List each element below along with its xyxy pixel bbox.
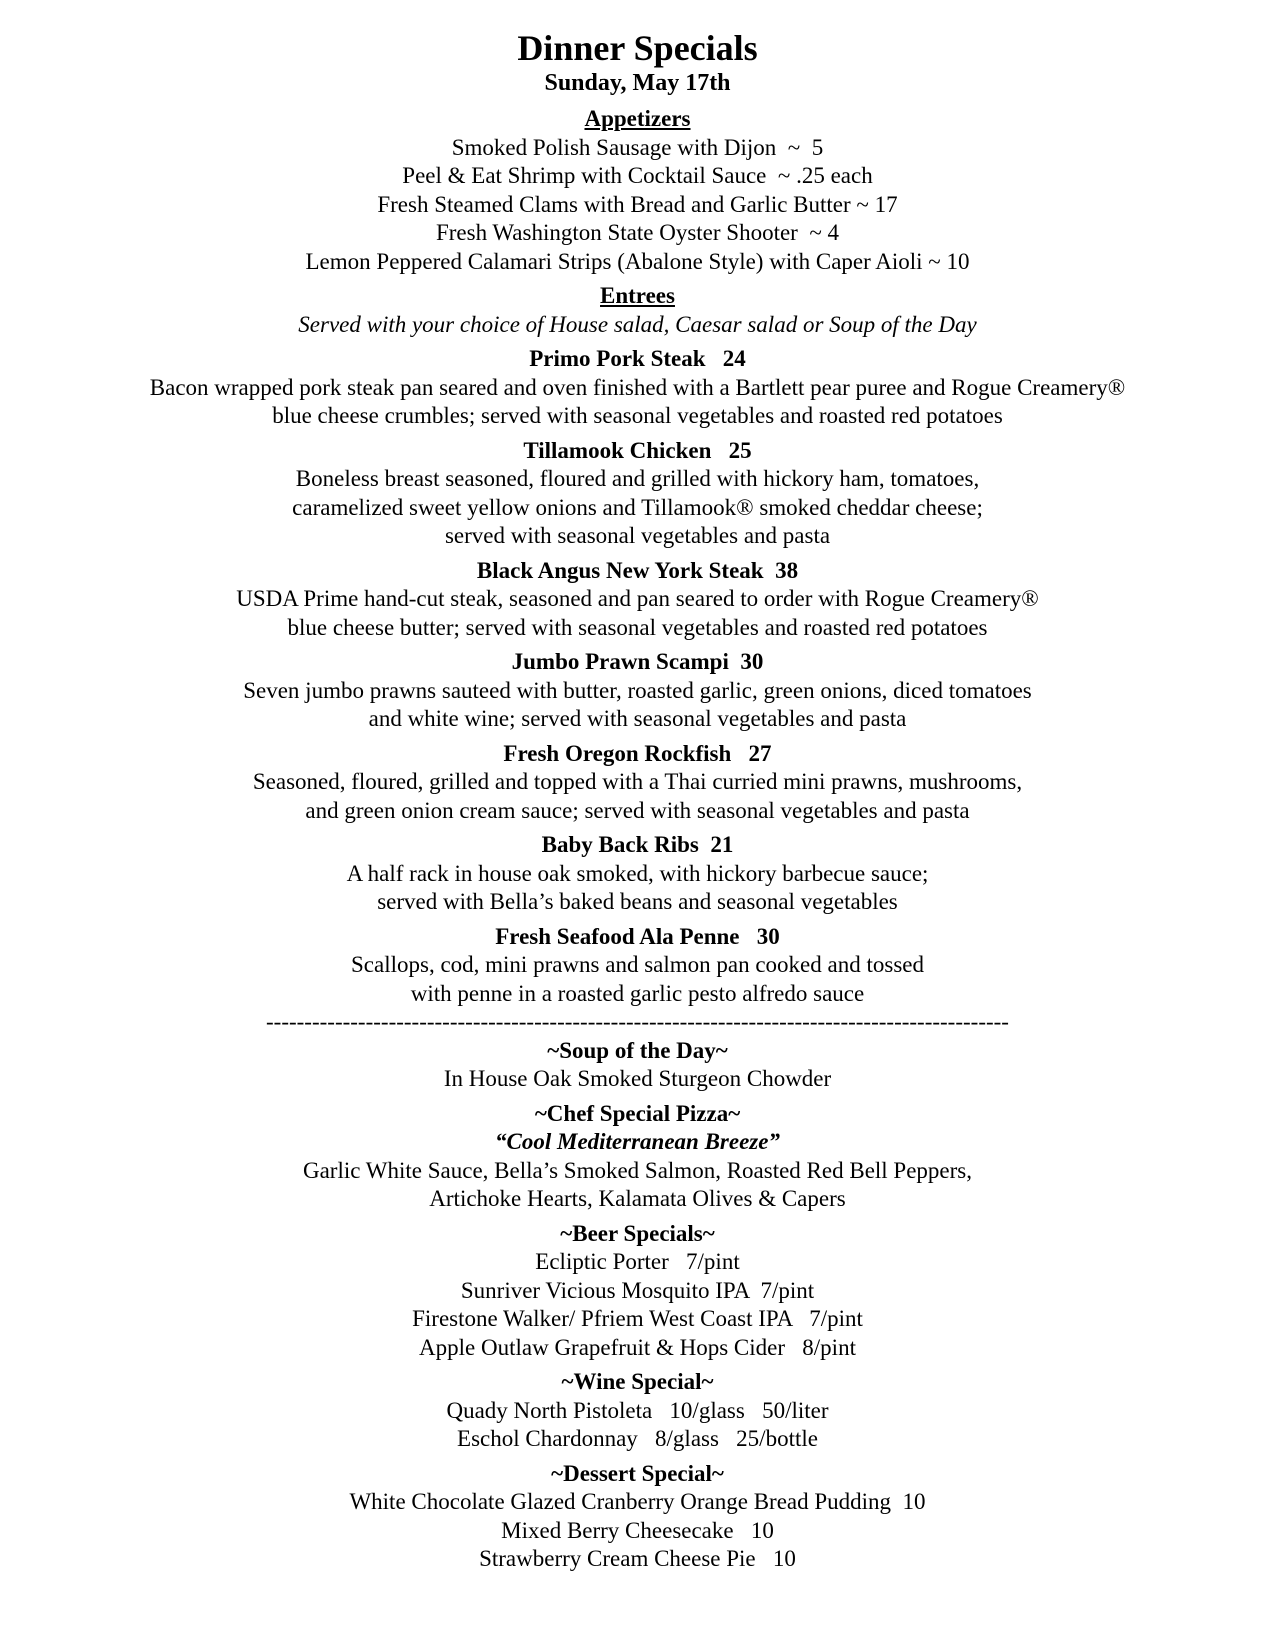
- entree-name: Fresh Oregon Rockfish 27: [503, 740, 772, 766]
- beer-heading: ~Beer Specials~: [560, 1220, 715, 1246]
- entree-item: [0, 648, 1275, 734]
- appetizers-heading: Appetizers: [584, 106, 691, 131]
- beer-item: Firestone Walker/ Pfriem West Coast IPA 7/pint: [412, 1306, 863, 1331]
- entree-description: and green onion cream sauce; served with seasonal vegetables and pasta: [305, 797, 970, 823]
- appetizers-section: [0, 105, 1275, 276]
- menu-content: [0, 105, 1275, 1574]
- entree-item: [0, 831, 1275, 917]
- entree-name: Black Angus New York Steak 38: [476, 557, 799, 583]
- dessert-item: Strawberry Cream Cheese Pie 10: [479, 1546, 796, 1571]
- dessert-item: Mixed Berry Cheesecake 10: [501, 1517, 774, 1543]
- entree-description: Seven jumbo prawns sauteed with butter, roasted garlic, green onions, diced tomatoes: [243, 677, 1032, 703]
- entrees-heading: Entrees: [600, 283, 675, 308]
- entree-item: [0, 557, 1275, 643]
- entree-description: Bacon wrapped pork steak pan seared and oven finished with a Bartlett pear puree and Rogue Creamery®: [149, 374, 1126, 400]
- appetizer-item: Smoked Polish Sausage with Dijon ~ 5: [451, 134, 824, 160]
- beer-item: Apple Outlaw Grapefruit & Hops Cider 8/pint: [419, 1334, 856, 1360]
- pizza-name: “Cool Mediterranean Breeze”: [495, 1129, 780, 1154]
- wine-item: Quady North Pistoleta 10/glass 50/liter: [446, 1397, 829, 1423]
- appetizer-item: Fresh Steamed Clams with Bread and Garlic Butter ~ 17: [377, 191, 898, 217]
- soup-heading: ~Soup of the Day~: [547, 1037, 728, 1063]
- entree-description: blue cheese butter; served with seasonal vegetables and roasted red potatoes: [287, 614, 988, 640]
- entree-description: served with Bella’s baked beans and seasonal vegetables: [377, 889, 898, 914]
- entree-description: served with seasonal vegetables and pasta: [444, 523, 831, 548]
- entrees-note: Served with your choice of House salad, Caesar salad or Soup of the Day: [298, 311, 977, 337]
- section-divider: -------------------------------------------------------------------------------------------------: [266, 1009, 1009, 1034]
- entree-item: [0, 923, 1275, 1009]
- entree-description: blue cheese crumbles; served with seasonal vegetables and roasted red potatoes: [272, 403, 1003, 428]
- pizza-section: [0, 1100, 1275, 1214]
- beer-item: Sunriver Vicious Mosquito IPA 7/pint: [460, 1277, 815, 1303]
- entree-description: Scallops, cod, mini prawns and salmon pan cooked and tossed: [351, 952, 924, 977]
- appetizer-item: Fresh Washington State Oyster Shooter ~ 4: [435, 220, 840, 245]
- dessert-item: White Chocolate Glazed Cranberry Orange Bread Pudding 10: [349, 1489, 926, 1514]
- entree-description: caramelized sweet yellow onions and Tillamook® smoked cheddar cheese;: [292, 494, 983, 520]
- entree-description: Seasoned, floured, grilled and topped with a Thai curried mini prawns, mushrooms,: [252, 769, 1023, 794]
- entree-description: and white wine; served with seasonal vegetables and pasta: [368, 706, 907, 731]
- entree-name: Baby Back Ribs 21: [541, 832, 734, 857]
- beer-section: [0, 1220, 1275, 1363]
- menu-date: Sunday, May 17th: [544, 70, 731, 96]
- dessert-heading: ~Dessert Special~: [551, 1460, 724, 1486]
- wine-heading: ~Wine Special~: [561, 1369, 714, 1394]
- entree-item: [0, 345, 1275, 431]
- page-title: Dinner Specials: [517, 28, 758, 68]
- pizza-heading: ~Chef Special Pizza~: [534, 1100, 741, 1126]
- soup-item: In House Oak Smoked Sturgeon Chowder: [443, 1066, 832, 1091]
- appetizer-item: Peel & Eat Shrimp with Cocktail Sauce ~ .25 each: [402, 163, 873, 188]
- entree-description: USDA Prime hand-cut steak, seasoned and pan seared to order with Rogue Creamery®: [236, 586, 1039, 611]
- beer-item: Ecliptic Porter 7/pint: [535, 1249, 740, 1274]
- entrees-section: [0, 282, 1275, 1008]
- appetizer-item: Lemon Peppered Calamari Strips (Abalone Style) with Caper Aioli ~ 10: [305, 248, 970, 274]
- entree-description: Boneless breast seasoned, floured and grilled with hickory ham, tomatoes,: [295, 466, 980, 491]
- entree-name: Fresh Seafood Ala Penne 30: [495, 923, 780, 949]
- dessert-section: [0, 1460, 1275, 1574]
- soup-section: [0, 1037, 1275, 1094]
- wine-section: [0, 1368, 1275, 1454]
- wine-item: Eschol Chardonnay 8/glass 25/bottle: [457, 1426, 818, 1451]
- entree-name: Primo Pork Steak 24: [529, 346, 746, 371]
- entree-name: Tillamook Chicken 25: [523, 437, 752, 463]
- entree-name: Jumbo Prawn Scampi 30: [511, 649, 764, 674]
- entree-description: A half rack in house oak smoked, with hickory barbecue sauce;: [346, 860, 929, 886]
- pizza-description: Artichoke Hearts, Kalamata Olives & Capers: [429, 1186, 846, 1211]
- pizza-description: Garlic White Sauce, Bella’s Smoked Salmon, Roasted Red Bell Peppers,: [302, 1157, 972, 1183]
- entree-item: [0, 437, 1275, 551]
- entree-description: with penne in a roasted garlic pesto alfredo sauce: [410, 980, 865, 1006]
- entree-item: [0, 740, 1275, 826]
